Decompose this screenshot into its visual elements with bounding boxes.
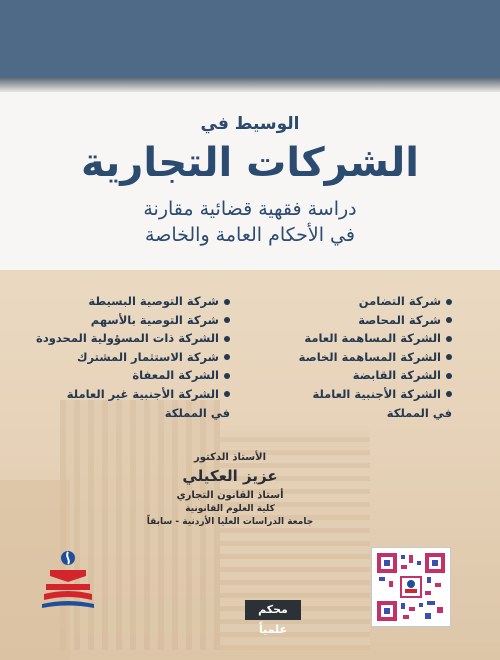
bullet-icon	[224, 391, 230, 397]
description-line-1: دراسة فقهية قضائية مقارنة	[143, 198, 357, 220]
book-title: الشركات التجارية	[81, 140, 419, 186]
list-item: الشركة ذات المسؤولية المحدودة	[40, 329, 230, 348]
list-item: في المملكة	[164, 405, 230, 420]
pre-title: الوسيط في	[200, 114, 300, 134]
author-position: أستاذ القانون التجاري	[176, 490, 284, 501]
list-item: شركة الاستثمار المشترك	[40, 348, 230, 367]
list-item: شركة المحاصة	[262, 311, 452, 330]
bullet-icon	[224, 299, 230, 305]
list-item: شركة التوصية البسيطة	[40, 292, 230, 311]
bullet-icon	[446, 299, 452, 305]
list-item: في المملكة	[386, 405, 452, 420]
bullet-icon	[446, 336, 452, 342]
list-item: الشركة الأجنبية العاملة	[262, 385, 452, 404]
bullet-icon	[224, 317, 230, 323]
publisher-logo-icon	[38, 548, 98, 612]
description-line-2: في الأحكام العامة والخاصة	[145, 224, 355, 246]
list-item: الشركة الأجنبية غير العاملة	[40, 385, 230, 404]
list-item: الشركة المساهمة العامة	[262, 329, 452, 348]
bullet-icon	[446, 391, 452, 397]
bullet-icon	[446, 373, 452, 379]
list-item: الشركة المساهمة الخاصة	[262, 348, 452, 367]
top-color-band	[0, 0, 500, 78]
author-faculty: كلية العلوم القانونية	[185, 504, 275, 514]
qr-code-icon	[372, 548, 450, 626]
bullet-icon	[224, 354, 230, 360]
band-shadow	[0, 78, 500, 92]
author-university: جامعة الدراسات العليا الأردنية - سابقاً	[146, 517, 314, 527]
company-list-right	[262, 292, 452, 422]
company-list-left	[36, 292, 230, 422]
bullet-icon	[224, 373, 230, 379]
list-item: شركة التضامن	[262, 292, 452, 311]
list-item: الشركة المعفاة	[40, 366, 230, 385]
author-block	[130, 452, 330, 527]
peer-reviewed-badge: محكم علمياً	[245, 600, 301, 620]
bullet-icon	[224, 336, 230, 342]
author-name: عزيز العكيلي	[182, 467, 278, 485]
author-title: الأستاذ الدكتور	[193, 452, 267, 463]
bullet-icon	[446, 317, 452, 323]
list-item: الشركة القابضة	[262, 366, 452, 385]
list-item: شركة التوصية بالأسهم	[40, 311, 230, 330]
bullet-icon	[446, 354, 452, 360]
